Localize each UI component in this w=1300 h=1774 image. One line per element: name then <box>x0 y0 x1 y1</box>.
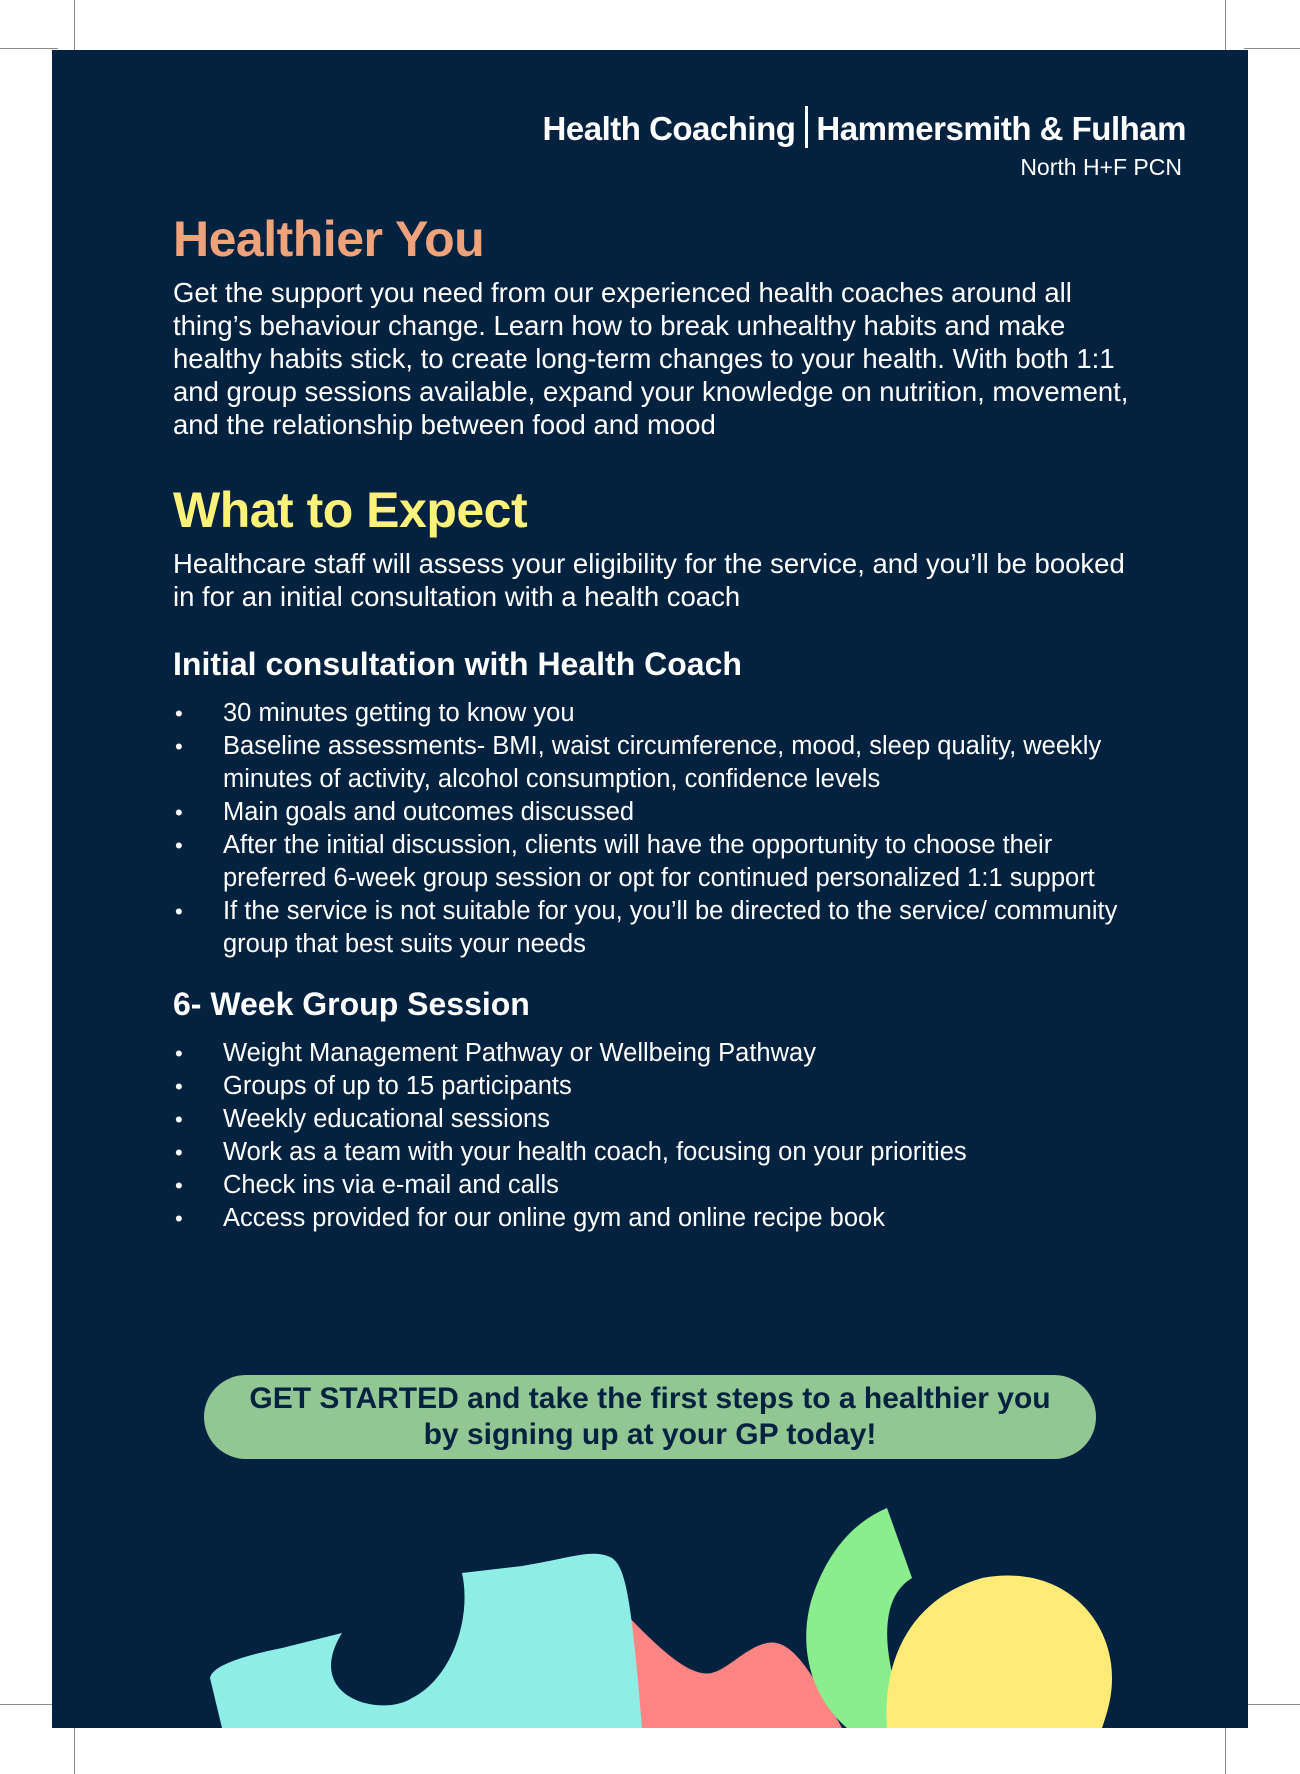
consultation-title: Initial consultation with Health Coach <box>173 646 742 682</box>
crop-mark <box>74 0 75 56</box>
crop-mark <box>0 1704 58 1705</box>
expect-paragraph: Healthcare staff will assess your eligibility for the service, and you’ll be booked in for an initial consultation with a health coach <box>173 548 1125 612</box>
brand-health-coaching: Health Coaching <box>542 110 796 147</box>
intro-paragraph: Get the support you need from our experienced health coaches around all thing’s behaviour change. Learn how to break unhealthy habits and make healthy habits stick, to create long-term changes to your health. With both 1:1 and group sessions available, expand your knowledge on nutrition, movement, and the relationship between food and mood <box>173 277 1129 440</box>
list-item: • Weekly educational sessions <box>173 1103 1133 1136</box>
crop-mark <box>0 48 58 49</box>
get-started-banner <box>204 1375 1096 1459</box>
what-to-expect-title: What to Expect <box>173 482 528 538</box>
group-session-list <box>173 1037 1133 1235</box>
yellow-circle-shape <box>886 1576 1112 1728</box>
list-item: • Check ins via e-mail and calls <box>173 1169 1133 1202</box>
list-item: • Work as a team with your health coach, focusing on your priorities <box>173 1136 1133 1169</box>
list-item: • 30 minutes getting to know you <box>173 697 1133 730</box>
crop-mark <box>1244 1704 1300 1705</box>
brand-hammersmith-fulham: Hammersmith & Fulham <box>816 110 1186 147</box>
cyan-shape <box>210 1554 642 1728</box>
list-item: • Groups of up to 15 participants <box>173 1070 1133 1103</box>
list-item: • Weight Management Pathway or Wellbeing Pathway <box>173 1037 1133 1070</box>
brand-divider <box>805 106 808 148</box>
crop-mark <box>1244 48 1300 49</box>
crop-mark <box>1225 1722 1226 1774</box>
brand-line <box>543 106 1186 148</box>
consultation-list <box>173 697 1133 961</box>
crop-mark <box>74 1722 75 1774</box>
group-session-title: 6- Week Group Session <box>173 986 530 1022</box>
crop-mark <box>1225 0 1226 56</box>
list-item: • Main goals and outcomes discussed <box>173 796 1133 829</box>
healthier-you-title: Healthier You <box>173 211 485 267</box>
header <box>543 106 1186 181</box>
brand-subtitle: North H+F PCN <box>1020 154 1182 180</box>
list-item: • Access provided for our online gym and online recipe book <box>173 1202 1133 1235</box>
decorative-shapes <box>52 1498 1248 1728</box>
list-item: • After the initial discussion, clients will have the opportunity to choose their preferred 6-week group session or opt for continued personalized 1:1 support <box>173 829 1133 895</box>
cta-text: GET STARTED and take the first steps to a healthier you by signing up at your GP today! <box>249 1382 1051 1451</box>
list-item: • If the service is not suitable for you, you’ll be directed to the service/ community group that best suits your needs <box>173 895 1133 961</box>
main-content <box>173 208 1133 1235</box>
list-item: • Baseline assessments- BMI, waist circumference, mood, sleep quality, weekly minutes of activity, alcohol consumption, confidence levels <box>173 730 1133 796</box>
flyer-page <box>52 50 1248 1728</box>
